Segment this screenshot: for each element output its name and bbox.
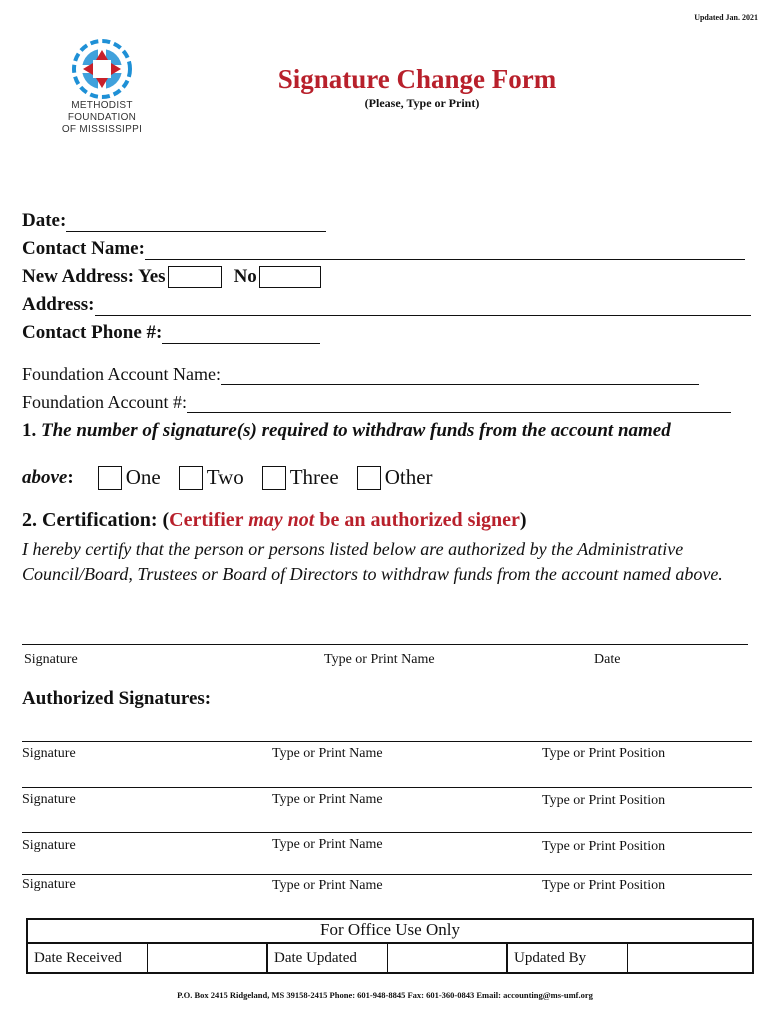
section-1-question	[22, 420, 671, 442]
authorized-signatures-title: Authorized Signatures:	[22, 688, 212, 709]
authorized-signature-label: Signature	[22, 877, 76, 892]
no-label: No	[233, 266, 257, 287]
new-address-yes-box[interactable]	[168, 266, 222, 288]
office-use-cells	[28, 944, 752, 972]
account-name-row	[22, 364, 699, 385]
authorized-position-label: Type or Print Position	[542, 839, 666, 854]
authorized-name-label: Type or Print Name	[272, 746, 383, 761]
account-name-field[interactable]	[221, 366, 699, 385]
authorized-signature-label: Signature	[22, 838, 76, 853]
section-1-text: The number of signature(s) required to withdraw funds from the account named	[41, 420, 671, 441]
date-updated-field[interactable]	[388, 944, 508, 972]
authorized-name-label: Type or Print Name	[272, 792, 383, 807]
above-label: above:	[22, 466, 74, 488]
logo-text-line2: OF MISSISSIPPI	[61, 124, 143, 135]
authorized-signature-line[interactable]	[22, 874, 752, 875]
logo-text-line1: METHODIST FOUNDATION	[67, 100, 137, 123]
address-label: Address:	[22, 294, 95, 315]
date-field[interactable]	[66, 213, 326, 232]
updated-by-field[interactable]	[628, 944, 752, 972]
section-2-heading: 2. Certification: (Certifier may not be an authorized signer)	[22, 509, 527, 531]
new-address-no-box[interactable]	[259, 266, 321, 288]
authorized-name-label: Type or Print Name	[272, 837, 383, 852]
authorized-signature-line[interactable]	[22, 787, 752, 788]
account-number-field[interactable]	[187, 394, 731, 413]
checkbox-icon[interactable]	[262, 466, 286, 490]
choice-one[interactable]: One	[98, 465, 161, 490]
account-name-label: Foundation Account Name:	[22, 364, 221, 384]
new-address-row	[22, 266, 321, 288]
choice-other[interactable]: Other	[357, 465, 433, 490]
authorized-signature-label: Signature	[22, 792, 76, 807]
authorized-signature-line[interactable]	[22, 741, 752, 742]
account-number-row	[22, 392, 731, 413]
section-1-number: 1.	[22, 420, 37, 441]
date-row	[22, 210, 326, 232]
office-use-box	[26, 918, 754, 974]
signature-count-choices	[22, 465, 451, 490]
authorized-name-label: Type or Print Name	[272, 878, 383, 893]
account-number-label: Foundation Account #:	[22, 392, 187, 412]
certifier-name-label: Type or Print Name	[324, 652, 435, 667]
certification-statement: I hereby certify that the person or persons listed below are authorized by the Administrative Council/Board, Trustees or Board of Directors to withdraw funds from the account named above.	[22, 539, 723, 584]
date-received-label: Date Received	[28, 944, 148, 972]
checkbox-icon[interactable]	[179, 466, 203, 490]
date-label: Date:	[22, 210, 67, 231]
authorized-signature-line[interactable]	[22, 832, 752, 833]
footer-contact-info: P.O. Box 2415 Ridgeland, MS 39158-2415 Phone: 601-948-8845 Fax: 601-360-0843 Email: accounting@ms-umf.org	[177, 990, 593, 1000]
office-use-title: For Office Use Only	[28, 920, 752, 944]
authorized-position-label: Type or Print Position	[542, 878, 666, 893]
checkbox-icon[interactable]	[357, 466, 381, 490]
contact-name-label: Contact Name:	[22, 238, 145, 259]
choice-two[interactable]: Two	[179, 465, 244, 490]
updated-date: Updated Jan. 2021	[694, 13, 758, 22]
new-address-label: New Address: Yes	[22, 266, 166, 287]
authorized-position-label: Type or Print Position	[542, 746, 666, 761]
certifier-signature-line[interactable]	[22, 644, 748, 645]
date-updated-label: Date Updated	[268, 944, 388, 972]
phone-label: Contact Phone #:	[22, 322, 163, 343]
address-field[interactable]	[95, 297, 751, 316]
certifier-date-label: Date	[594, 652, 621, 667]
form-title: Signature Change Form	[277, 64, 557, 94]
authorized-position-label: Type or Print Position	[542, 793, 666, 808]
certifier-signature-label: Signature	[24, 652, 78, 667]
form-subtitle: (Please, Type or Print)	[364, 96, 480, 110]
contact-name-row	[22, 238, 745, 260]
address-row	[22, 294, 751, 316]
contact-name-field[interactable]	[145, 241, 745, 260]
date-received-field[interactable]	[148, 944, 268, 972]
choice-three[interactable]: Three	[262, 465, 339, 490]
updated-by-label: Updated By	[508, 944, 628, 972]
authorized-signature-label: Signature	[22, 746, 76, 761]
phone-row	[22, 322, 320, 344]
phone-field[interactable]	[162, 325, 320, 344]
checkbox-icon[interactable]	[98, 466, 122, 490]
